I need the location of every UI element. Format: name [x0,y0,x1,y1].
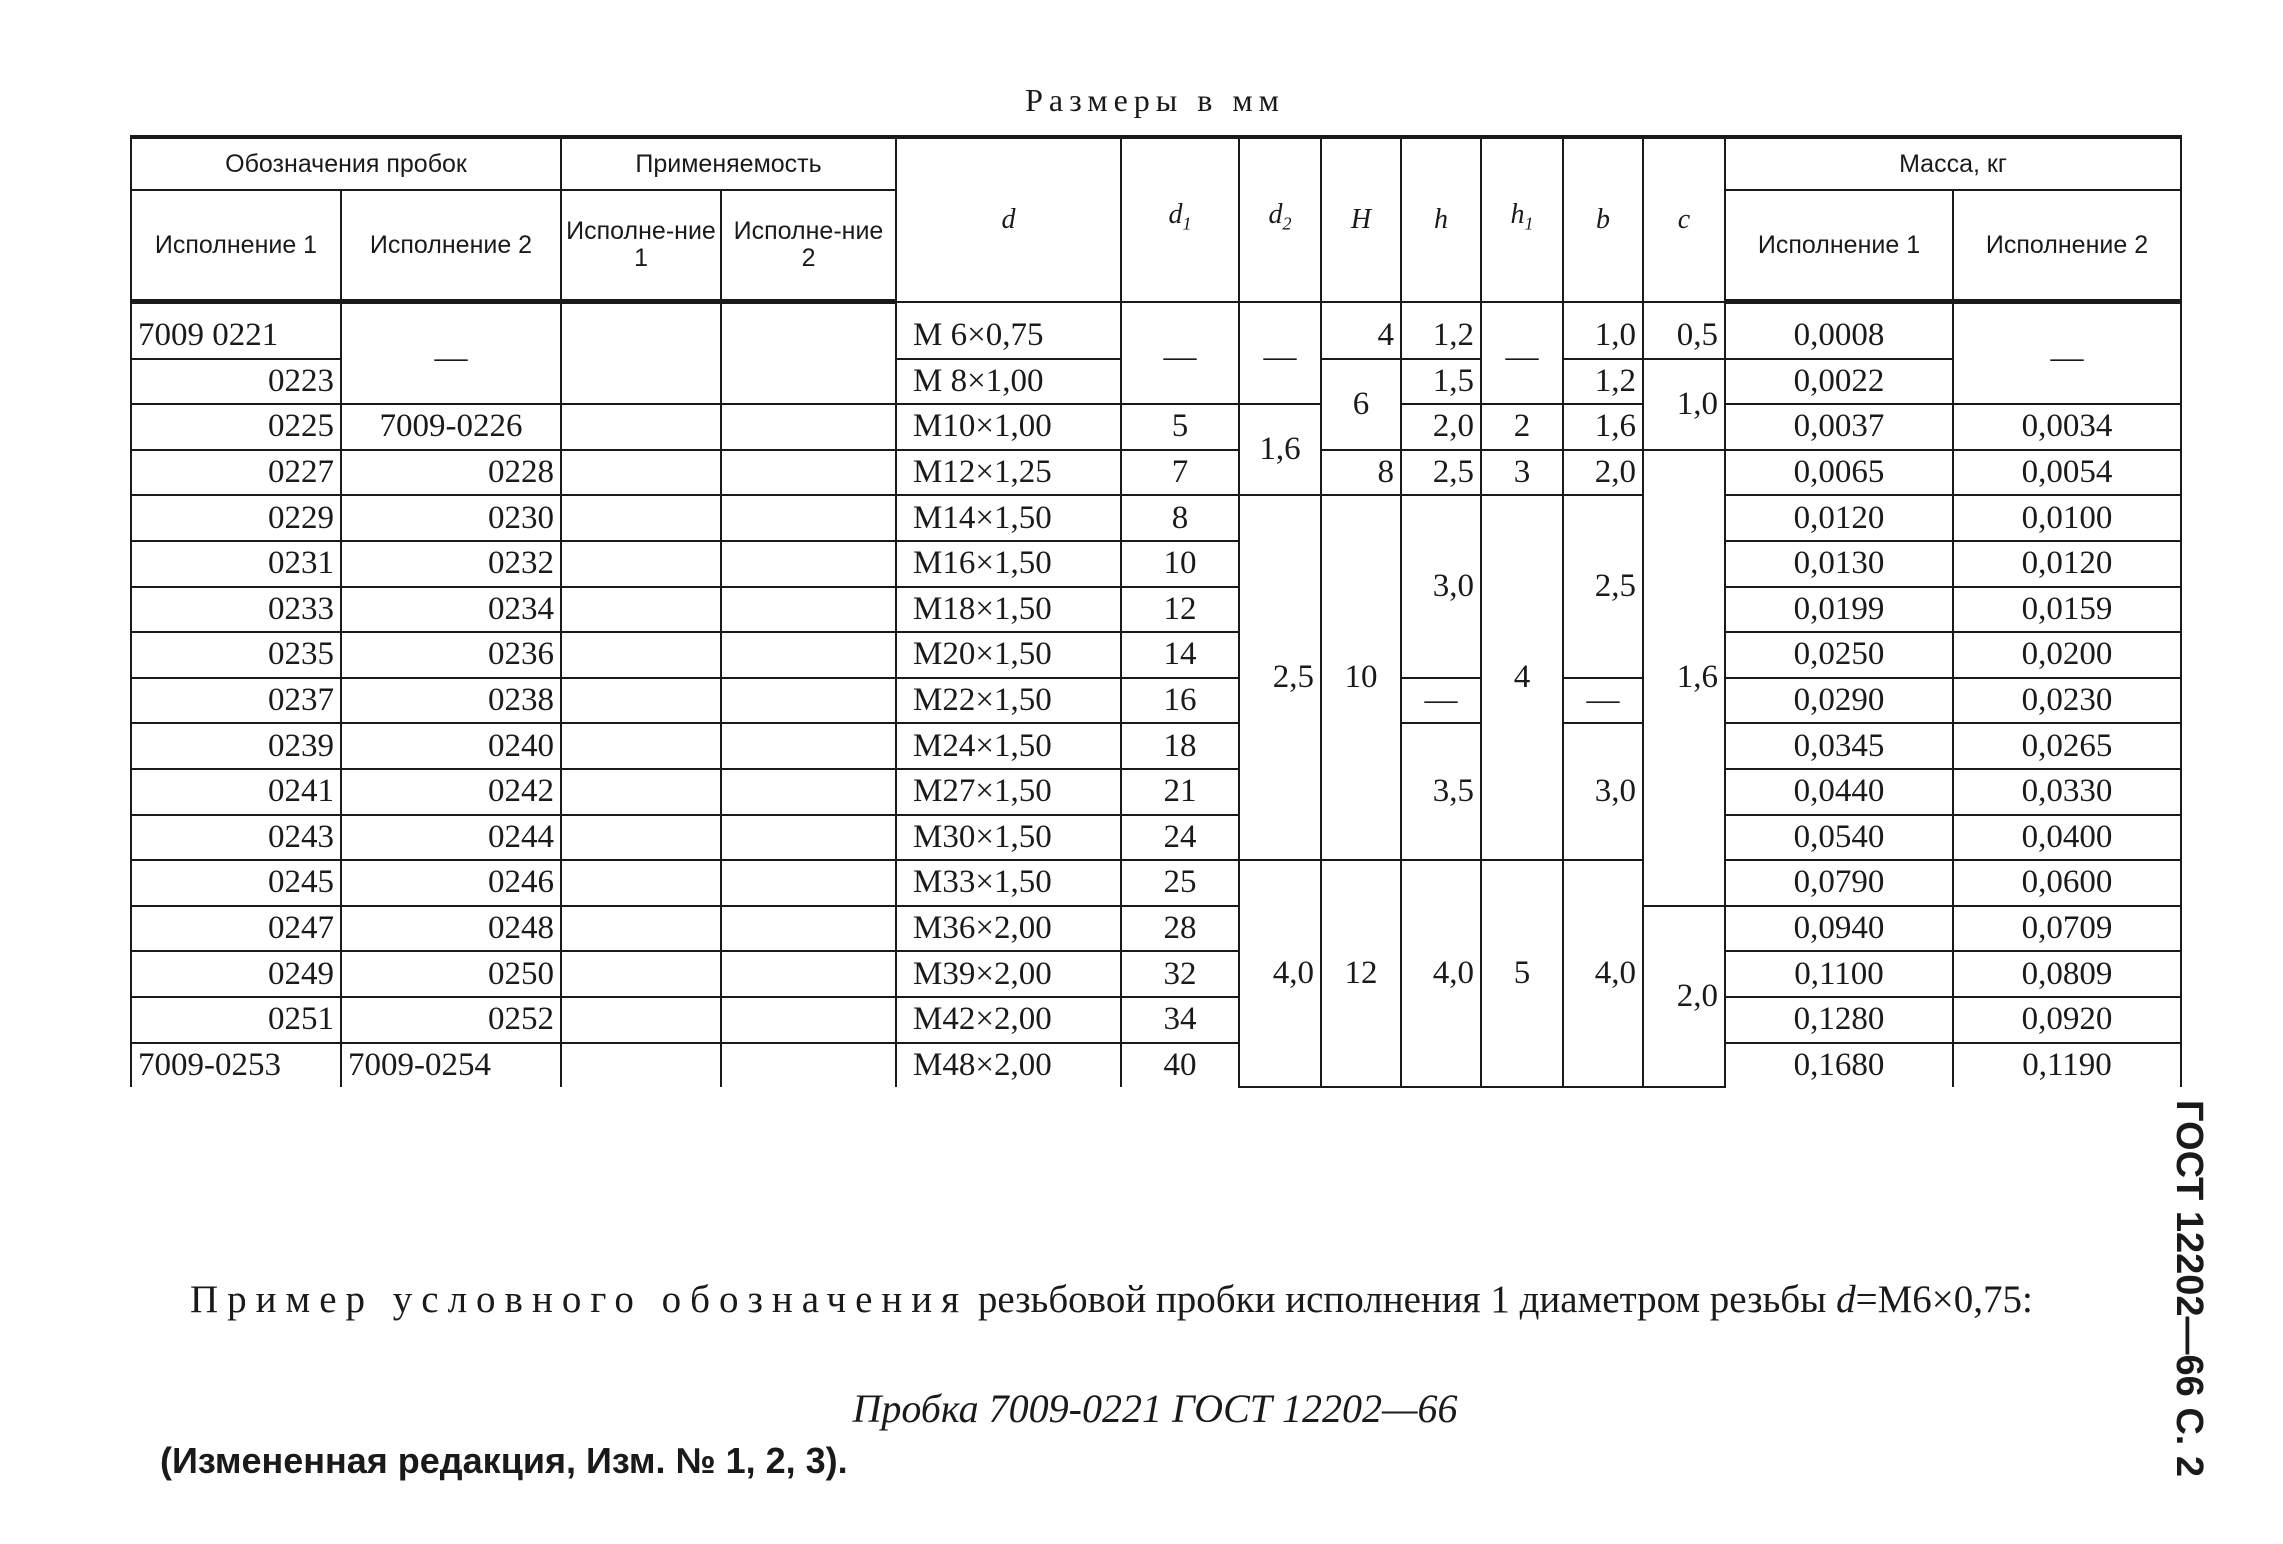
h-value: 4,0 [1401,860,1481,1087]
table-row [131,906,2181,952]
applicability-2 [721,815,896,861]
h-value: 1,2 [1401,302,1481,359]
designation-2: 0244 [341,815,561,861]
mass-1: 0,0022 [1725,359,1953,405]
designation-2: 0230 [341,495,561,541]
designation-1: 7009 0221 [131,302,341,359]
H-value: 6 [1321,359,1401,450]
mass-2: 0,0809 [1953,951,2181,997]
c-value: 2,0 [1643,906,1725,1087]
applicability-2 [721,587,896,633]
b-value: 1,2 [1563,359,1643,405]
designation-1: 0251 [131,997,341,1043]
d1-value: 24 [1121,815,1239,861]
header-c: c [1643,137,1725,302]
h-value: — [1401,678,1481,724]
thread-d: М48×2,00 [896,1043,1121,1088]
applicability-2 [721,541,896,587]
d1-value: 32 [1121,951,1239,997]
applicability-1 [561,951,721,997]
example-text: резьбовой пробки исполнения 1 диаметром резьбы [968,1278,1837,1321]
designation-2: 0228 [341,450,561,496]
mass-1: 0,0345 [1725,723,1953,769]
applicability-2 [721,450,896,496]
mass-1: 0,0290 [1725,678,1953,724]
header-des-version-2: Исполнение 2 [341,190,561,302]
d1-value: 12 [1121,587,1239,633]
designation-example-paragraph [190,1277,2175,1323]
designation-2: 0242 [341,769,561,815]
designation-1: 0235 [131,632,341,678]
d1-value: 25 [1121,860,1239,906]
applicability-1 [561,678,721,724]
d1-value: 8 [1121,495,1239,541]
thread-d: М36×2,00 [896,906,1121,952]
applicability-1 [561,541,721,587]
mass-2: 0,0054 [1953,450,2181,496]
designation-2: 0252 [341,997,561,1043]
table-row [131,997,2181,1043]
example-lead: Пример условного обозначения [190,1278,969,1321]
table-row [131,587,2181,633]
b-value: 4,0 [1563,860,1643,1087]
applicability-1 [561,860,721,906]
designation-1: 0247 [131,906,341,952]
table-row [131,404,2181,450]
applicability-1 [561,404,721,450]
table-row [131,495,2181,541]
table-row [131,302,2181,359]
table-row [131,860,2181,906]
table-row [131,1043,2181,1088]
applicability-2 [721,723,896,769]
mass-2: 0,0600 [1953,860,2181,906]
h1-value: 3 [1481,450,1563,496]
d2-value: 1,6 [1239,404,1321,495]
designation-2: 0236 [341,632,561,678]
d1-value: 10 [1121,541,1239,587]
designation-1: 0227 [131,450,341,496]
table-row [131,632,2181,678]
header-d1: $d_1$ [1121,137,1239,302]
d1-value: — [1121,302,1239,405]
b-value: — [1563,678,1643,724]
applicability-2 [721,404,896,450]
d1-value: 7 [1121,450,1239,496]
header-app-version-2: Исполне-ние 2 [721,190,896,302]
header-h1: $h_1$ [1481,137,1563,302]
thread-d: М16×1,50 [896,541,1121,587]
applicability-1 [561,815,721,861]
designation-1: 0239 [131,723,341,769]
mass-2: 0,0159 [1953,587,2181,633]
thread-d: М22×1,50 [896,678,1121,724]
designation-1: 0223 [131,359,341,405]
mass-2: 0,1190 [1953,1043,2181,1088]
h1-value: — [1481,302,1563,405]
thread-d: М 8×1,00 [896,359,1121,405]
header-h: h [1401,137,1481,302]
mass-1: 0,0250 [1725,632,1953,678]
header-applicability: Применяемость [561,137,896,190]
mass-1: 0,0940 [1725,906,1953,952]
table-caption: Размеры в мм [1025,82,1285,118]
designation-1: 0233 [131,587,341,633]
header-mass: Масса, кг [1725,137,2181,190]
thread-d: М12×1,25 [896,450,1121,496]
applicability-2 [721,1043,896,1088]
designation-1: 0243 [131,815,341,861]
mass-2: 0,0200 [1953,632,2181,678]
designation-2: 7009-0226 [341,404,561,450]
designation-2: 0250 [341,951,561,997]
h-value: 2,0 [1401,404,1481,450]
header-mass-version-1: Исполнение 1 [1725,190,1953,302]
applicability-2 [721,495,896,541]
b-value: 1,0 [1563,302,1643,359]
example-formula: =М6×0,75: [1855,1278,2033,1321]
b-value: 1,6 [1563,404,1643,450]
H-value: 8 [1321,450,1401,496]
mass-2: 0,0100 [1953,495,2181,541]
applicability-2 [721,632,896,678]
thread-d: М14×1,50 [896,495,1121,541]
page-standard-label: ГОСТ 12202—66 С. 2 [2168,1100,2210,1478]
mass-1: 0,0130 [1725,541,1953,587]
applicability-2 [721,302,896,405]
H-value: 4 [1321,302,1401,359]
table-row [131,951,2181,997]
d1-value: 14 [1121,632,1239,678]
mass-2: 0,0920 [1953,997,2181,1043]
designation-2: 0234 [341,587,561,633]
designation-2: 0246 [341,860,561,906]
applicability-2 [721,678,896,724]
h1-value: 5 [1481,860,1563,1087]
header-H: H [1321,137,1401,302]
designation-2: 0232 [341,541,561,587]
mass-2: — [1953,302,2181,405]
designation-1: 0245 [131,860,341,906]
designation-example: Пробка 7009-0221 ГОСТ 12202—66 [852,1386,1458,1431]
thread-d: М42×2,00 [896,997,1121,1043]
header-des-version-1: Исполнение 1 [131,190,341,302]
applicability-1 [561,723,721,769]
applicability-1 [561,1043,721,1088]
table-row [131,723,2181,769]
h-value: 1,5 [1401,359,1481,405]
designation-2: 0238 [341,678,561,724]
header-mass-version-2: Исполнение 2 [1953,190,2181,302]
d2-value: — [1239,302,1321,405]
applicability-2 [721,860,896,906]
d2-value: 2,5 [1239,495,1321,860]
mass-2: 0,0230 [1953,678,2181,724]
mass-2: 0,0265 [1953,723,2181,769]
table-row [131,769,2181,815]
table-row [131,541,2181,587]
c-value: 0,5 [1643,302,1725,359]
header-designations: Обозначения пробок [131,137,561,190]
header-d: d [896,137,1121,302]
thread-d: М20×1,50 [896,632,1121,678]
thread-d: М24×1,50 [896,723,1121,769]
H-value: 12 [1321,860,1401,1087]
designation-1: 0241 [131,769,341,815]
table-row [131,815,2181,861]
designation-2: 0248 [341,906,561,952]
thread-d: М27×1,50 [896,769,1121,815]
applicability-1 [561,587,721,633]
mass-1: 0,1100 [1725,951,1953,997]
mass-2: 0,0120 [1953,541,2181,587]
d1-value: 34 [1121,997,1239,1043]
applicability-1 [561,906,721,952]
thread-d: М18×1,50 [896,587,1121,633]
h1-value: 2 [1481,404,1563,450]
d1-value: 28 [1121,906,1239,952]
example-variable: d [1836,1278,1856,1321]
designation-1: 0231 [131,541,341,587]
applicability-2 [721,997,896,1043]
mass-2: 0,0034 [1953,404,2181,450]
designation-2: — [341,302,561,405]
table-row [131,678,2181,724]
header-app-version-1: Исполне-ние 1 [561,190,721,302]
applicability-1 [561,450,721,496]
d1-value: 16 [1121,678,1239,724]
mass-1: 0,0120 [1725,495,1953,541]
mass-2: 0,0400 [1953,815,2181,861]
designation-1: 0225 [131,404,341,450]
h1-value: 4 [1481,495,1563,860]
d1-value: 18 [1121,723,1239,769]
c-value: 1,6 [1643,450,1725,906]
designation-2: 7009-0254 [341,1043,561,1088]
d1-value: 5 [1121,404,1239,450]
b-value: 2,0 [1563,450,1643,496]
applicability-1 [561,302,721,405]
thread-d: М30×1,50 [896,815,1121,861]
designation-1: 7009-0253 [131,1043,341,1088]
mass-1: 0,0065 [1725,450,1953,496]
header-d2: $d_2$ [1239,137,1321,302]
b-value: 2,5 [1563,495,1643,677]
h-value: 2,5 [1401,450,1481,496]
edition-note: (Измененная редакция, Изм. № 1, 2, 3). [160,1440,848,1481]
d1-value: 21 [1121,769,1239,815]
h-value: 3,5 [1401,723,1481,860]
thread-d: М33×1,50 [896,860,1121,906]
designation-2: 0240 [341,723,561,769]
mass-1: 0,0199 [1725,587,1953,633]
mass-1: 0,1280 [1725,997,1953,1043]
d1-value: 40 [1121,1043,1239,1088]
applicability-2 [721,906,896,952]
table-row [131,450,2181,496]
mass-1: 0,0037 [1725,404,1953,450]
applicability-1 [561,495,721,541]
applicability-1 [561,997,721,1043]
designation-1: 0237 [131,678,341,724]
mass-2: 0,0330 [1953,769,2181,815]
applicability-1 [561,632,721,678]
mass-1: 0,0790 [1725,860,1953,906]
mass-1: 0,0008 [1725,302,1953,359]
b-value: 3,0 [1563,723,1643,860]
thread-d: М10×1,00 [896,404,1121,450]
header-b: b [1563,137,1643,302]
h-value: 3,0 [1401,495,1481,677]
applicability-2 [721,769,896,815]
H-value: 10 [1321,495,1401,860]
thread-d: М39×2,00 [896,951,1121,997]
designation-1: 0229 [131,495,341,541]
mass-1: 0,1680 [1725,1043,1953,1088]
mass-2: 0,0709 [1953,906,2181,952]
mass-1: 0,0540 [1725,815,1953,861]
mass-1: 0,0440 [1725,769,1953,815]
applicability-1 [561,769,721,815]
dimensions-table [130,135,2182,1088]
applicability-2 [721,951,896,997]
c-value: 1,0 [1643,359,1725,450]
d2-value: 4,0 [1239,860,1321,1087]
thread-d: М 6×0,75 [896,302,1121,359]
designation-1: 0249 [131,951,341,997]
